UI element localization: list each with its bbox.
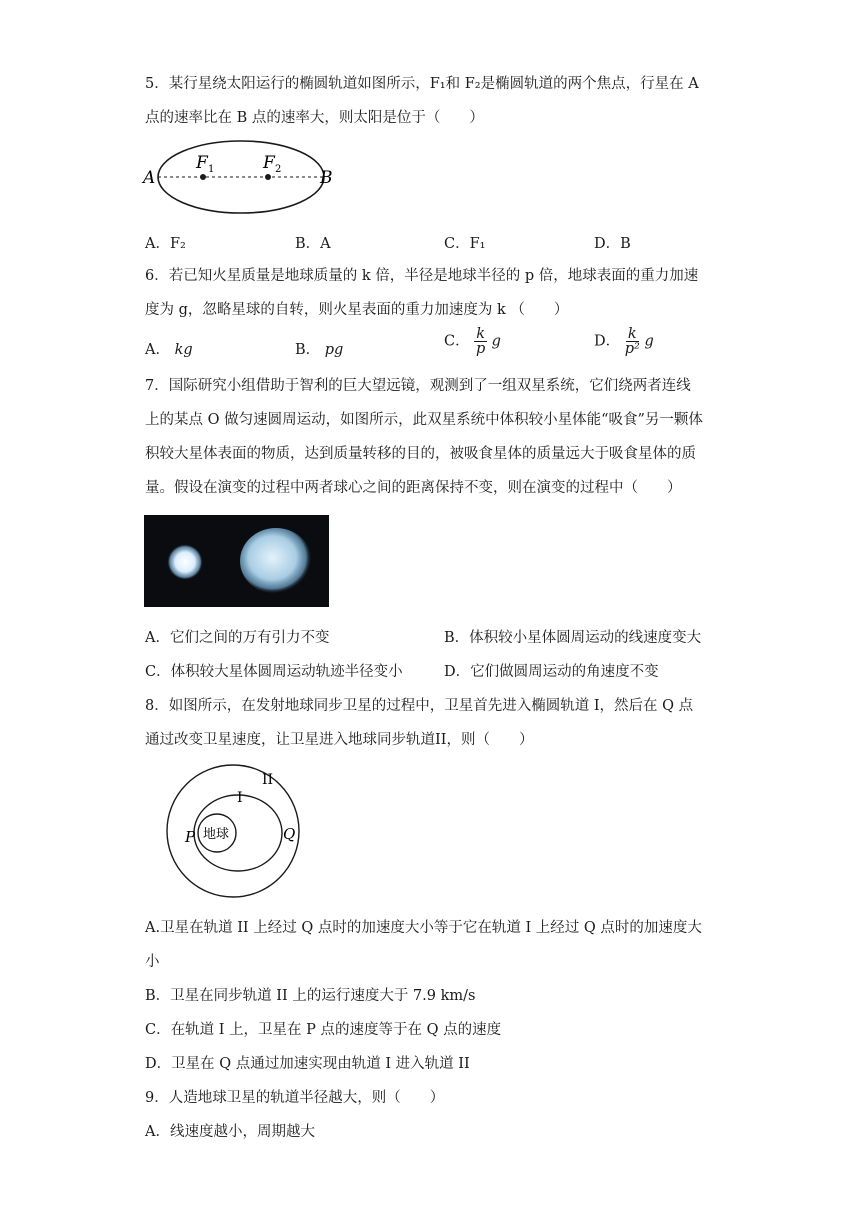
q5-label-f2-sub: 2: [275, 164, 282, 175]
q8-orbit-figure: [150, 762, 310, 902]
q5-label-f1: F: [196, 153, 208, 173]
q6-option-c-den: p: [475, 341, 486, 357]
q6-option-d-num: k: [627, 326, 637, 342]
q6-option-c-tail: g: [491, 333, 501, 350]
q7-option-c[interactable]: C．体积较大星体圆周运动轨迹半径变小: [145, 664, 403, 680]
q6-option-d[interactable]: [594, 327, 654, 356]
q5-option-c[interactable]: C．F₁: [444, 236, 486, 252]
q7-option-a[interactable]: A．它们之间的万有引力不变: [145, 630, 330, 646]
q7-stem-line3: 积较大星体表面的物质，达到质量转移的目的，被吸食星体的质量远大于吸食星体的质: [145, 446, 696, 462]
q9-stem-line1: 9．人造地球卫星的轨道半径越大，则（ ）: [145, 1090, 445, 1106]
q5-option-b[interactable]: B．A: [295, 236, 331, 252]
q7-option-d[interactable]: D．它们做圆周运动的角速度不变: [444, 664, 659, 680]
q8-option-a-line1[interactable]: A.卫星在轨道 II 上经过 Q 点时的加速度大小等于它在轨道 I 上经过 Q 点时的加速度大: [145, 920, 702, 936]
q5-label-b: B: [320, 168, 333, 188]
q6-option-b[interactable]: [295, 338, 343, 359]
q6-option-b-expr: pg: [324, 342, 344, 358]
q7-stem-line4: 量。假设在演变的过程中两者球心之间的距离保持不变，则在演变的过程中（ ）: [145, 480, 682, 496]
q6-option-c-prefix: C．: [444, 333, 470, 350]
q8-stem-line2: 通过改变卫星速度，让卫星进入地球同步轨道II，则（ ）: [145, 732, 534, 748]
q8-option-b[interactable]: B．卫星在同步轨道 II 上的运行速度大于 7.9 km/s: [145, 988, 476, 1004]
q7-stem-line1: 7．国际研究小组借助于智利的巨大望远镜，观测到了一组双星系统，它们绕两者连线: [145, 378, 691, 394]
q5-option-a[interactable]: A．F₂: [145, 236, 186, 252]
q8-option-a-line2[interactable]: 小: [145, 954, 160, 970]
q6-option-a-expr: kg: [174, 342, 193, 358]
q5-stem-line1: 5．某行星绕太阳运行的椭圆轨道如图所示，F₁和 F₂是椭圆轨道的两个焦点，行星在 A: [145, 76, 699, 92]
q6-option-d-prefix: D．: [594, 333, 621, 350]
q7-large-star: [240, 528, 312, 594]
q8-label-q: Q: [283, 825, 296, 843]
q6-option-a-prefix: A．: [145, 342, 170, 358]
q6-option-c-fraction: [474, 327, 487, 356]
q8-stem-line1: 8．如图所示，在发射地球同步卫星的过程中，卫星首先进入椭圆轨道 I，然后在 Q 点: [145, 698, 694, 714]
q6-option-c-num: k: [476, 326, 486, 342]
q6-option-c[interactable]: [444, 327, 501, 356]
q8-label-orbit-i: I: [237, 790, 243, 806]
q5-stem-line2: 点的速率比在 B 点的速率大，则太阳是位于（ ）: [145, 110, 484, 126]
q5-label-f1-sub: 1: [208, 164, 215, 175]
q7-small-star: [167, 544, 203, 580]
q8-option-d[interactable]: D．卫星在 Q 点通过加速实现由轨道 I 进入轨道 II: [145, 1056, 470, 1072]
q7-binary-star-image: [144, 515, 329, 607]
q5-label-a: A: [143, 168, 156, 188]
q6-option-a[interactable]: [145, 338, 193, 359]
q8-label-orbit-ii: II: [262, 772, 274, 788]
q7-stem-line2: 上的某点 O 做匀速圆周运动，如图所示，此双星系统中体积较小星体能“吸食”另一颗体: [145, 412, 703, 428]
q8-label-earth: 地球: [203, 827, 230, 842]
q5-ellipse-figure: [140, 140, 340, 218]
q9-option-a[interactable]: A．线速度越小，周期越大: [145, 1124, 315, 1140]
q6-option-d-den: p²: [624, 341, 640, 357]
q7-option-b[interactable]: B．体积较小星体圆周运动的线速度变大: [444, 630, 702, 646]
q6-option-b-prefix: B．: [295, 342, 321, 358]
q5-label-f2: F: [263, 153, 275, 173]
q8-option-c[interactable]: C．在轨道 I 上，卫星在 P 点的速度等于在 Q 点的速度: [145, 1022, 502, 1038]
q6-stem-line1: 6．若已知火星质量是地球质量的 k 倍，半径是地球半径的 p 倍，地球表面的重力加速: [145, 268, 699, 284]
q6-option-d-tail: g: [644, 333, 654, 350]
q6-option-d-fraction: [625, 327, 640, 356]
q8-label-p: P: [185, 828, 196, 846]
q5-option-d[interactable]: D．B: [594, 236, 631, 252]
q6-stem-line2: 度为 g，忽略星球的自转，则火星表面的重力加速度为 k （ ）: [145, 302, 569, 318]
